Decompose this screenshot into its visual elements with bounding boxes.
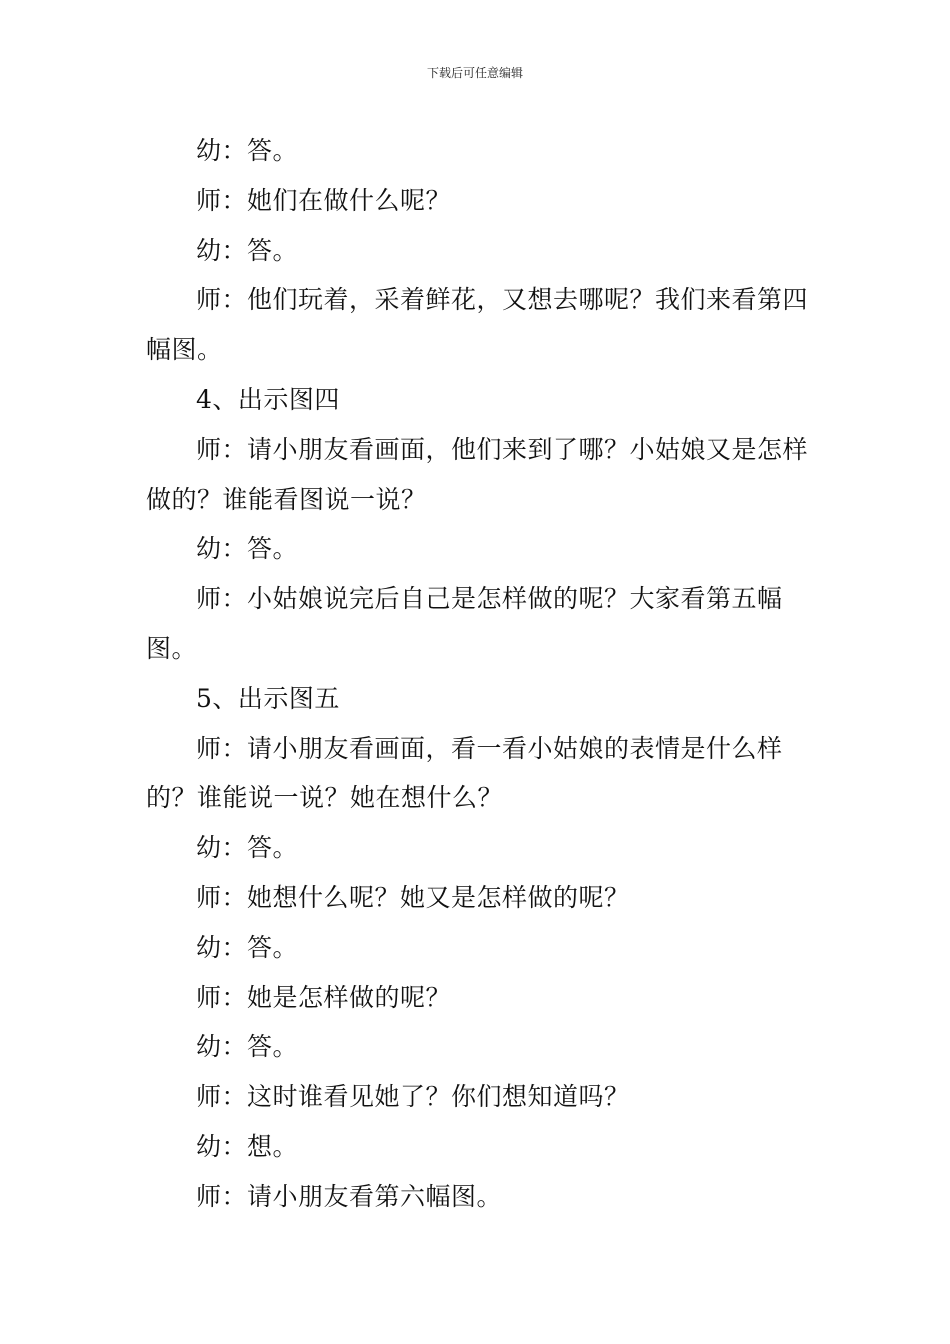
paragraph: 师：这时谁看见她了？你们想知道吗？ bbox=[196, 1082, 630, 1112]
paragraph: 幼：想。 bbox=[196, 1131, 299, 1161]
paragraph: 师：小姑娘说完后自己是怎样做的呢？大家看第五幅图。 bbox=[146, 584, 783, 663]
paragraph: 师：她想什么呢？她又是怎样做的呢？ bbox=[196, 882, 630, 912]
paragraph: 幼：答。 bbox=[196, 136, 299, 165]
paragraph: 师：她们在做什么呢？ bbox=[196, 185, 452, 215]
page-header: 下载后可任意编辑 bbox=[426, 66, 523, 80]
paragraph: 师：她是怎样做的呢？ bbox=[196, 982, 452, 1012]
paragraph: 5、出示图五 bbox=[196, 683, 340, 713]
paragraph: 幼：答。 bbox=[196, 1032, 299, 1062]
paragraph: 师：他们玩着，采着鲜花，又想去哪呢？我们来看第四幅图。 bbox=[146, 285, 809, 365]
paragraph: 师：请小朋友看画面，他们来到了哪？小姑娘又是怎样做的？谁能看图说一说？ bbox=[146, 434, 809, 514]
paragraph: 幼：答。 bbox=[196, 833, 299, 863]
paragraph: 师：请小朋友看画面，看一看小姑娘的表情是什么样的？谁能说一说？她在想什么？ bbox=[146, 733, 783, 813]
paragraph: 4、出示图四 bbox=[196, 384, 340, 414]
document-body bbox=[146, 126, 810, 1222]
paragraph: 幼：答。 bbox=[196, 235, 299, 265]
paragraph: 幼：答。 bbox=[196, 534, 299, 564]
paragraph: 幼：答。 bbox=[196, 932, 299, 962]
paragraph: 师：请小朋友看第六幅图。 bbox=[196, 1181, 503, 1211]
